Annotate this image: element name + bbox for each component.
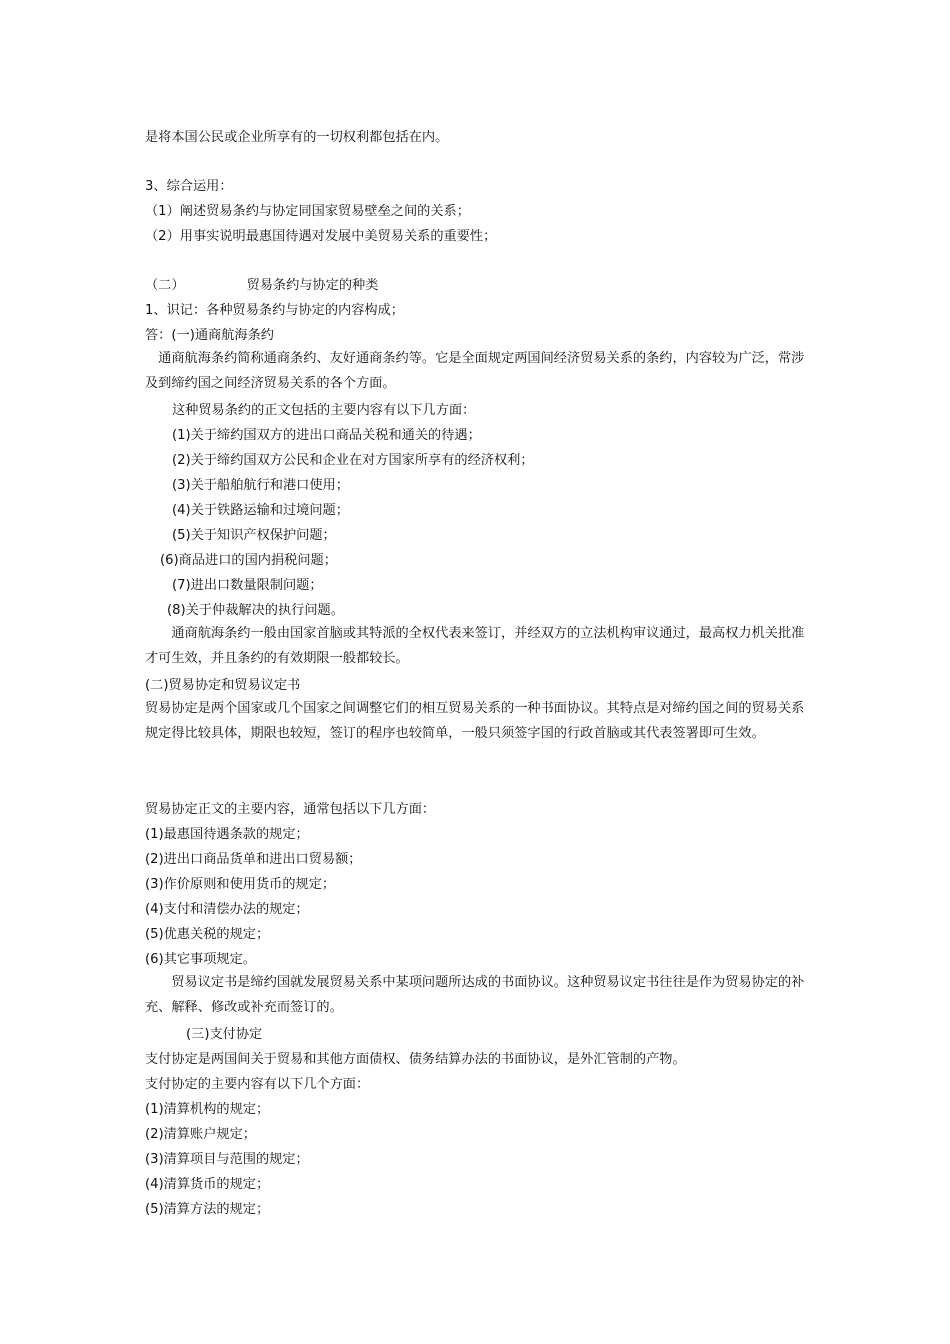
section-title: 贸易条约与协定的种类 bbox=[246, 278, 379, 293]
list-item: （2）用事实说明最惠国待遇对发展中美贸易关系的重要性； bbox=[145, 229, 497, 244]
list-item: (2)进出口商品货单和进出口贸易额； bbox=[145, 852, 362, 867]
section-number: （二） bbox=[145, 278, 185, 293]
list-item: (4)关于铁路运输和过境问题； bbox=[172, 503, 349, 518]
list-item: (4)支付和清偿办法的规定； bbox=[145, 902, 309, 917]
list-item: (2)关于缔约国双方公民和企业在对方国家所享有的经济权利； bbox=[172, 453, 534, 468]
list-item: (8)关于仲裁解决的执行问题。 bbox=[167, 603, 344, 618]
list-item: （1）阐述贸易条约与协定同国家贸易壁垒之间的关系； bbox=[145, 204, 470, 219]
list-item: (4)清算货币的规定； bbox=[145, 1177, 270, 1192]
paragraph-line: 支付协定的主要内容有以下几个方面： bbox=[145, 1077, 370, 1092]
list-item: (6)商品进口的国内捐税问题； bbox=[160, 553, 337, 568]
paragraph: 贸易协定是两个国家或几个国家之间调整它们的相互贸易关系的一种书面协议。其特点是对缔约国之间的贸易关系规定得比较具体，期限也较短，签订的程序也较简单，一般只须签字国的行政首脑或其代表签署即可生效。 bbox=[145, 701, 805, 741]
list-item: (1)关于缔约国双方的进出口商品关税和通关的待遇； bbox=[172, 428, 481, 443]
section-heading: 3、综合运用： bbox=[145, 179, 233, 194]
list-item: (3)关于船舶航行和港口使用； bbox=[172, 478, 349, 493]
list-item: (3)清算项目与范围的规定； bbox=[145, 1152, 309, 1167]
paragraph-line: 这种贸易条约的正文包括的主要内容有以下几方面： bbox=[172, 403, 476, 418]
paragraph: 贸易议定书是缔约国就发展贸易关系中某项问题所达成的书面协议。这种贸易议定书往往是作为贸易协定的补充、解释、修改或补充而签订的。 bbox=[145, 975, 805, 1015]
subsection-heading: (三)支付协定 bbox=[186, 1027, 263, 1042]
list-item: (5)优惠关税的规定； bbox=[145, 927, 270, 942]
paragraph-line: 是将本国公民或企业所享有的一切权利都包括在内。 bbox=[145, 130, 449, 145]
list-item: (2)清算账户规定； bbox=[145, 1127, 256, 1142]
list-item: (7)进出口数量限制问题； bbox=[172, 578, 323, 593]
question-line: 1、识记：各种贸易条约与协定的内容构成； bbox=[145, 303, 404, 318]
list-item: (5)清算方法的规定； bbox=[145, 1202, 270, 1217]
list-item: (1)清算机构的规定； bbox=[145, 1102, 270, 1117]
paragraph-line: 支付协定是两国间关于贸易和其他方面债权、债务结算办法的书面协议，是外汇管制的产物。 bbox=[145, 1052, 686, 1067]
list-item: (6)其它事项规定。 bbox=[145, 952, 256, 967]
section-heading bbox=[145, 277, 810, 295]
paragraph: 通商航海条约简称通商条约、友好通商条约等。它是全面规定两国间经济贸易关系的条约，内容较为广泛，常涉及到缔约国之间经济贸易关系的各个方面。 bbox=[145, 351, 805, 391]
list-item: (3)作价原则和使用货币的规定； bbox=[145, 877, 336, 892]
subsection-heading: (二)贸易协定和贸易议定书 bbox=[145, 678, 301, 693]
paragraph: 通商航海条约一般由国家首脑或其特派的全权代表来签订，并经双方的立法机构审议通过，最高权力机关批准才可生效，并且条约的有效期限一般都较长。 bbox=[145, 626, 805, 666]
answer-heading: 答：(一)通商航海条约 bbox=[145, 328, 274, 343]
paragraph-line: 贸易协定正文的主要内容，通常包括以下几方面： bbox=[145, 802, 436, 817]
list-item: (5)关于知识产权保护问题； bbox=[172, 528, 336, 543]
list-item: (1)最惠国待遇条款的规定； bbox=[145, 827, 309, 842]
